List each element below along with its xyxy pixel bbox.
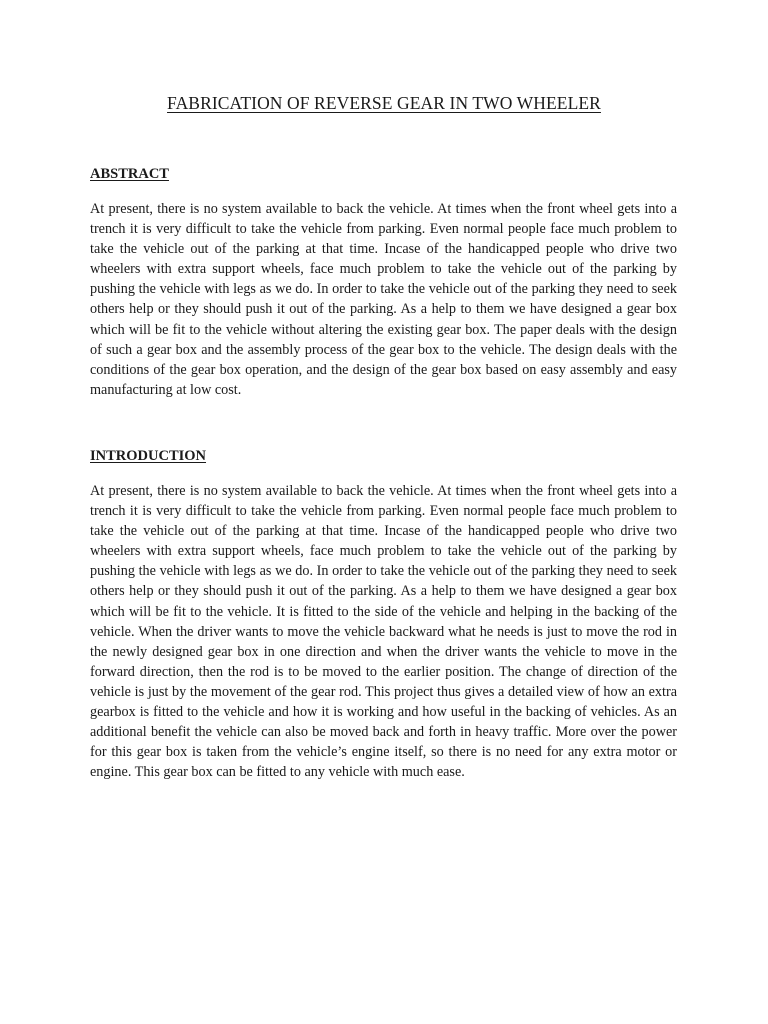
abstract-heading: ABSTRACT [90,166,169,182]
abstract-body: At present, there is no system available to back the vehicle. At times when the front wheel gets into a trench it is very difficult to take the vehicle from parking. Even normal people face much problem to take the vehicle out of the parking at that time. Incase of the handicapped people who drive two wheelers with extra support wheels, face much problem to take the vehicle out of the parking by pushing the vehicle with legs as we do. In order to take the vehicle out of the parking they need to seek others help or they should push it out of the parking. As a help to them we have designed a gear box which will be fit to the vehicle without altering the existing gear box. The paper deals with the design of such a gear box and the assembly process of the gear box to the vehicle. The design deals with the conditions of the gear box operation, and the design of the gear box based on easy assembly and easy manufacturing at low cost. [90,201,677,398]
introduction-heading: INTRODUCTION [90,448,207,464]
document-title: FABRICATION OF REVERSE GEAR IN TWO WHEELER [167,93,601,113]
introduction-body: At present, there is no system available to back the vehicle. At times when the front wheel gets into a trench it is very difficult to take the vehicle from parking. Even normal people face much problem to take the vehicle out of the parking at that time. Incase of the handicapped people who drive two wheelers with extra support wheels, face much problem to take the vehicle out of the parking by pushing the vehicle with legs as we do. In order to take the vehicle out of the parking they need to seek others help or they should push it out of the parking. As a help to them we have designed a gear box which will be fit to the vehicle. It is fitted to the side of the vehicle and helping in the backing of the vehicle. When the driver wants to move the vehicle backward what he needs is just to move the rod in the newly designed gear box in one direction and when the driver wants the vehicle to move in the forward direction, then the rod is to be moved to the earlier position. The change of direction of the vehicle is just by the movement of the gear rod. This project thus gives a detailed view of how an extra gearbox is fitted to the vehicle and how it is working and how useful in the backing of vehicles. As an additional benefit the vehicle can also be moved back and forth in heavy traffic. More over the power for this gear box is taken from the vehicle’s engine itself, so there is no need for any extra motor or engine. This gear box can be fitted to any vehicle with much ease. [90,483,677,781]
